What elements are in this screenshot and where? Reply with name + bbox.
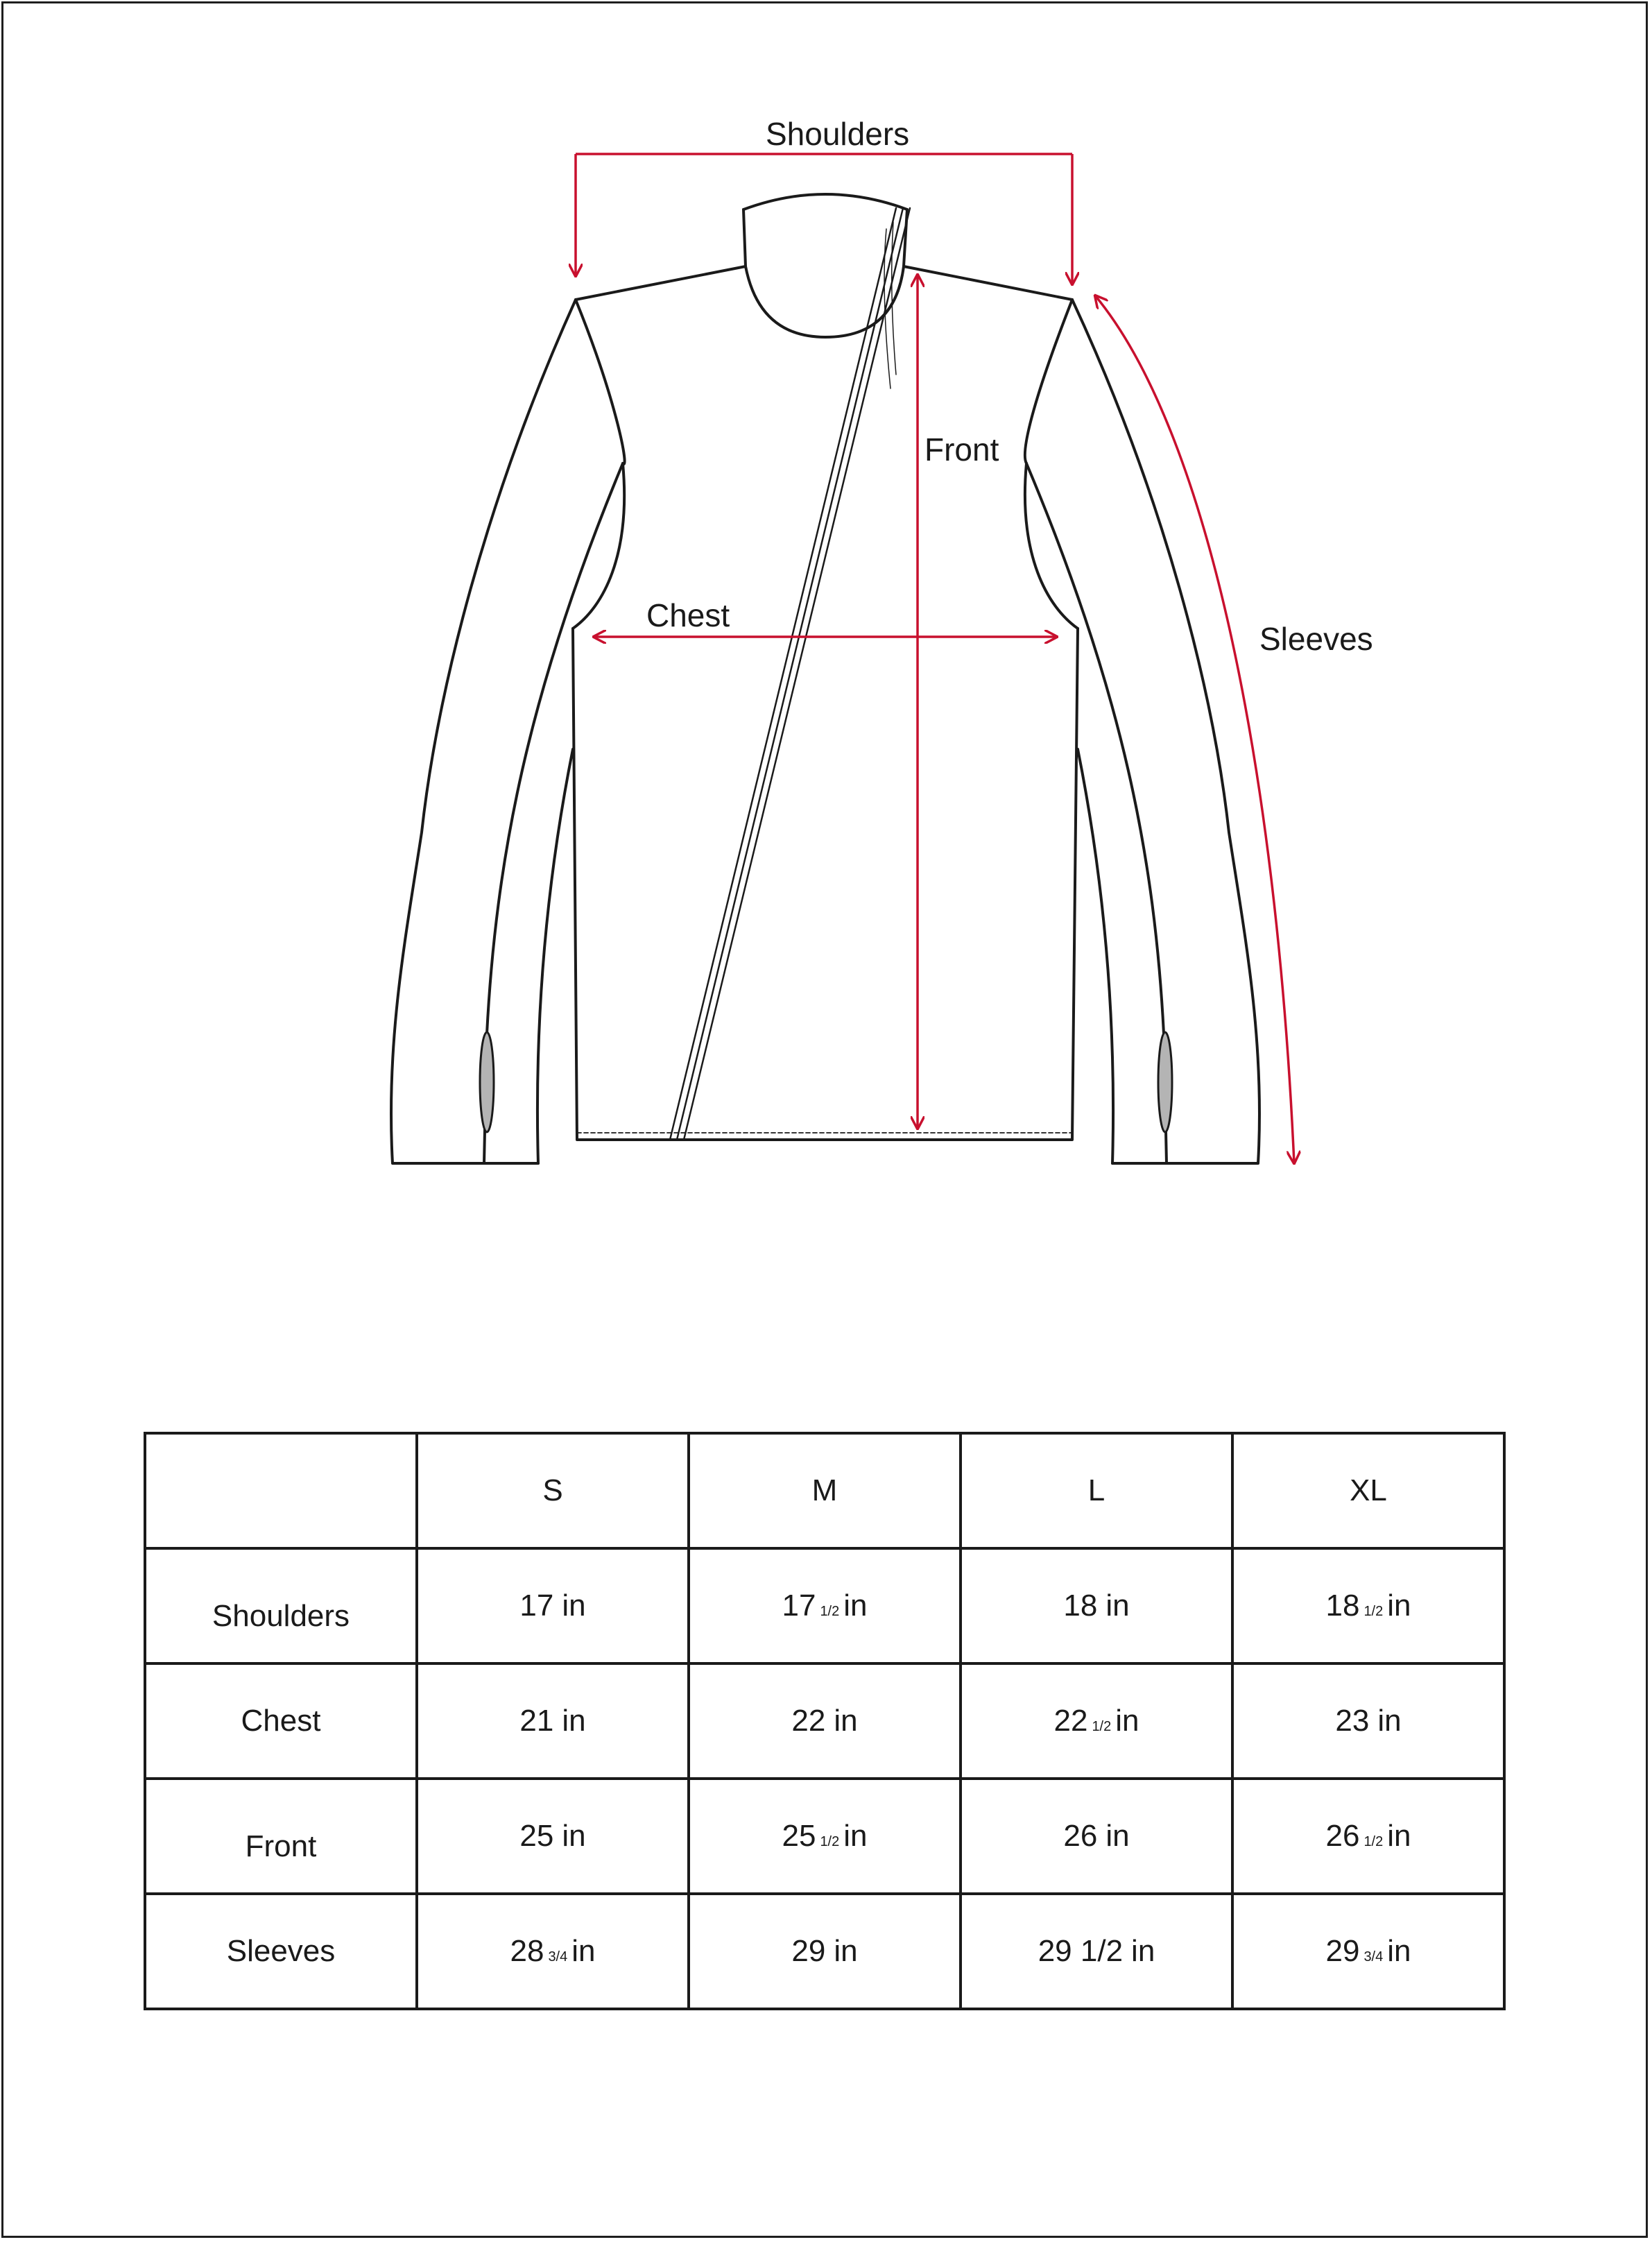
cell-value: 28 3/4 in bbox=[417, 1894, 689, 2009]
cell-value: 25 in bbox=[417, 1779, 689, 1894]
cell-value: 29 1/2 in bbox=[961, 1894, 1232, 2009]
row-label-shoulders: Shoulders bbox=[145, 1548, 417, 1663]
left-cuff-patch bbox=[480, 1032, 494, 1132]
row-label-sleeves: Sleeves bbox=[145, 1894, 417, 2009]
table-row bbox=[145, 1548, 1504, 1663]
size-header-m: M bbox=[689, 1433, 961, 1548]
row-label-front: Front bbox=[145, 1779, 417, 1894]
cell-value: 22 1/2 in bbox=[961, 1663, 1232, 1779]
cell-value: 29 3/4 in bbox=[1232, 1894, 1504, 2009]
corner-cell bbox=[145, 1433, 417, 1548]
size-header-s: S bbox=[417, 1433, 689, 1548]
right-cuff-patch bbox=[1158, 1032, 1172, 1132]
cell-value: 26 1/2 in bbox=[1232, 1779, 1504, 1894]
cell-value: 18 in bbox=[961, 1548, 1232, 1663]
table-row bbox=[145, 1779, 1504, 1894]
cuff-patches bbox=[480, 1032, 1172, 1132]
table-row bbox=[145, 1663, 1504, 1779]
cell-value: 18 1/2 in bbox=[1232, 1548, 1504, 1663]
sleeves-label: Sleeves bbox=[1259, 621, 1373, 657]
front-label: Front bbox=[924, 431, 999, 468]
measurement-arrows bbox=[576, 154, 1294, 1163]
shoulders-label: Shoulders bbox=[766, 116, 910, 152]
table-row bbox=[145, 1894, 1504, 2009]
size-chart-table bbox=[144, 1432, 1506, 2010]
cell-value: 23 in bbox=[1232, 1663, 1504, 1779]
cell-value: 26 in bbox=[961, 1779, 1232, 1894]
size-header-row bbox=[145, 1433, 1504, 1548]
cell-value: 21 in bbox=[417, 1663, 689, 1779]
row-label-chest: Chest bbox=[145, 1663, 417, 1779]
cell-value: 17 in bbox=[417, 1548, 689, 1663]
jacket-outline bbox=[391, 194, 1259, 1163]
chest-label: Chest bbox=[646, 597, 730, 633]
cell-value: 29 in bbox=[689, 1894, 961, 2009]
size-header-l: L bbox=[961, 1433, 1232, 1548]
cell-value: 17 1/2 in bbox=[689, 1548, 961, 1663]
size-header-xl: XL bbox=[1232, 1433, 1504, 1548]
cell-value: 25 1/2 in bbox=[689, 1779, 961, 1894]
cell-value: 22 in bbox=[689, 1663, 961, 1779]
